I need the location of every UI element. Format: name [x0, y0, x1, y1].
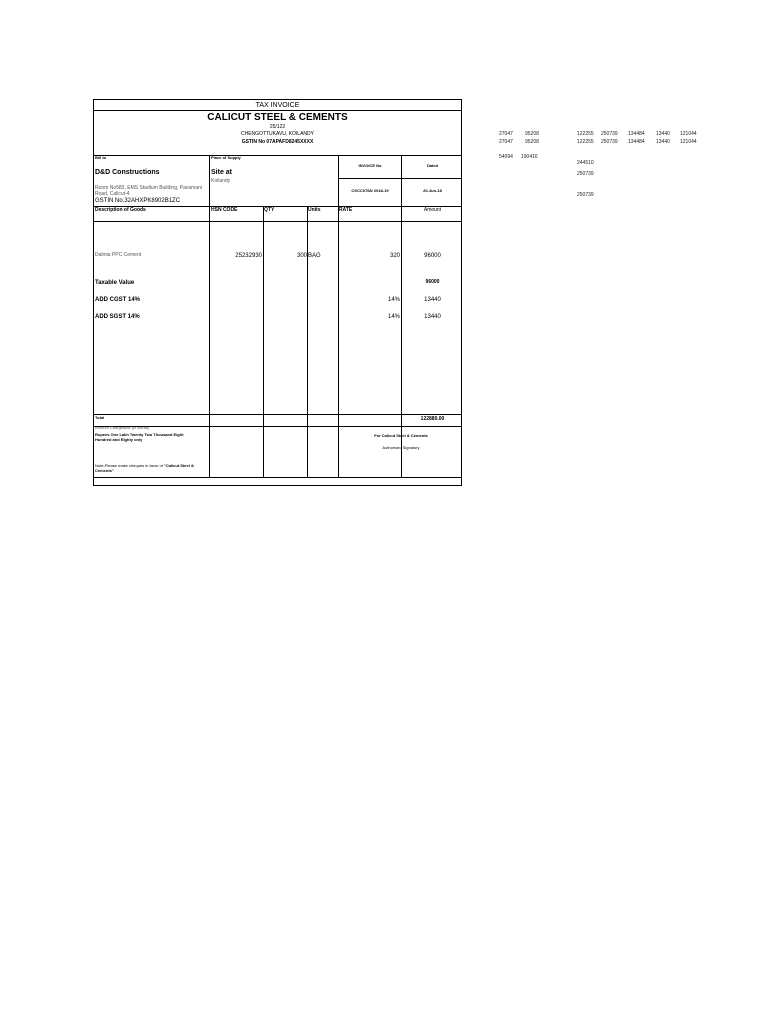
doc-title: TAX INVOICE [255, 102, 300, 109]
item-hsn: 25232930 [235, 253, 262, 259]
side-value: 13440 [656, 131, 670, 137]
item-qty: 300 [296, 253, 307, 259]
total-label: Total [95, 415, 105, 420]
rule [263, 206, 264, 477]
side-value: 121044 [680, 139, 697, 145]
rule [94, 155, 461, 156]
cheque-note-text: Note-Please make cheques in favor of [95, 463, 164, 468]
side-value: 27047 [499, 131, 513, 137]
customer-name: D&D Constructions [95, 169, 160, 176]
company-address-2: CHENGOTTUKAVU, KOILANDY [241, 131, 314, 137]
for-company: For Calicut Steel & Cements [374, 433, 428, 438]
company-address-1: 25/122 [269, 124, 286, 130]
sgst-rate: 14% [387, 314, 400, 320]
side-value: 13440 [656, 139, 670, 145]
side-value: 250739 [601, 139, 618, 145]
sgst-amount: 13440 [424, 314, 441, 320]
side-value: 250739 [577, 171, 594, 177]
company-name: CALICUT STEEL & CEMENTS [207, 112, 348, 123]
tax-invoice [93, 99, 462, 486]
rule [94, 206, 461, 207]
invoice-date: 20-Jun-18 [423, 188, 442, 193]
customer-gstin: GSTIN No.32AHXPK8902B1ZC [95, 198, 181, 204]
col-description: Description of Goods [95, 207, 146, 213]
side-value: 95208 [525, 131, 539, 137]
customer-address-2: Road, Calicut-4 [95, 191, 130, 197]
side-value: 54094 [499, 154, 513, 160]
col-hsn: HSN CODE [211, 207, 238, 213]
company-gstin: GSTIN No 07APAFD8245XXXX [241, 139, 314, 145]
cheque-note-payee-cont: Cements" [95, 468, 114, 473]
side-value: 122255 [577, 139, 594, 145]
taxable-value-label: Taxable Value [95, 280, 135, 286]
rule [94, 414, 461, 415]
authorised-signatory: Authorised Signatory [382, 445, 420, 450]
side-value: 122255 [577, 131, 594, 137]
col-rate: RATE [339, 207, 353, 213]
place-of-supply-value: Site at [211, 169, 233, 176]
side-value: 244510 [577, 160, 594, 166]
col-units: Units [308, 207, 321, 213]
rule [338, 178, 461, 179]
bill-to-label: Bill to [95, 155, 107, 160]
col-amount: Amount [423, 207, 442, 213]
amount-in-words-line-2: Hundred and Eighty only [95, 437, 143, 442]
invoice-number: CSCC0768/ 2018-19 [351, 188, 389, 193]
side-value: 250739 [601, 131, 618, 137]
amount-in-words-label: Amount Chargeable (in words) [95, 425, 150, 430]
total-amount: 122880.00 [420, 416, 445, 422]
rule [209, 206, 210, 477]
side-value: 134484 [628, 139, 645, 145]
item-amount: 96000 [424, 253, 441, 259]
rule [94, 221, 461, 222]
rule [338, 155, 339, 206]
side-value: 134484 [628, 131, 645, 137]
rule [209, 155, 210, 206]
side-value: 250739 [577, 192, 594, 198]
item-description: Dalmia PPC Cement [95, 252, 142, 258]
taxable-value: 96000 [425, 279, 440, 285]
dated-label: Dated [426, 163, 439, 168]
rule [94, 477, 461, 478]
rule [94, 110, 461, 111]
side-value: 95208 [525, 139, 539, 145]
invoice-no-label: INVOICE No [358, 163, 382, 168]
rule [307, 206, 308, 477]
col-qty: QTY [264, 207, 275, 213]
customer-address-1: Room No583, EMS Stadium Building, Pavamani [95, 185, 202, 191]
item-unit: BAG [308, 253, 321, 259]
side-value: 121044 [680, 131, 697, 137]
sgst-label: ADD SGST 14% [95, 314, 140, 320]
cheque-note-payee: "Calicut Steel & [163, 463, 194, 468]
amount-in-words-line-1: Rupees One Lakh Twenty Two Thousand Eight [95, 432, 184, 437]
cgst-amount: 13440 [424, 297, 441, 303]
rule [401, 155, 402, 206]
side-value: 190416 [521, 154, 538, 160]
place-of-supply-label: Place of Supply [211, 155, 241, 160]
cgst-label: ADD CGST 14% [95, 297, 141, 303]
side-value: 27047 [499, 139, 513, 145]
place-of-supply-city: Koilandy [211, 178, 231, 184]
item-rate: 320 [389, 253, 400, 259]
cgst-rate: 14% [387, 297, 400, 303]
